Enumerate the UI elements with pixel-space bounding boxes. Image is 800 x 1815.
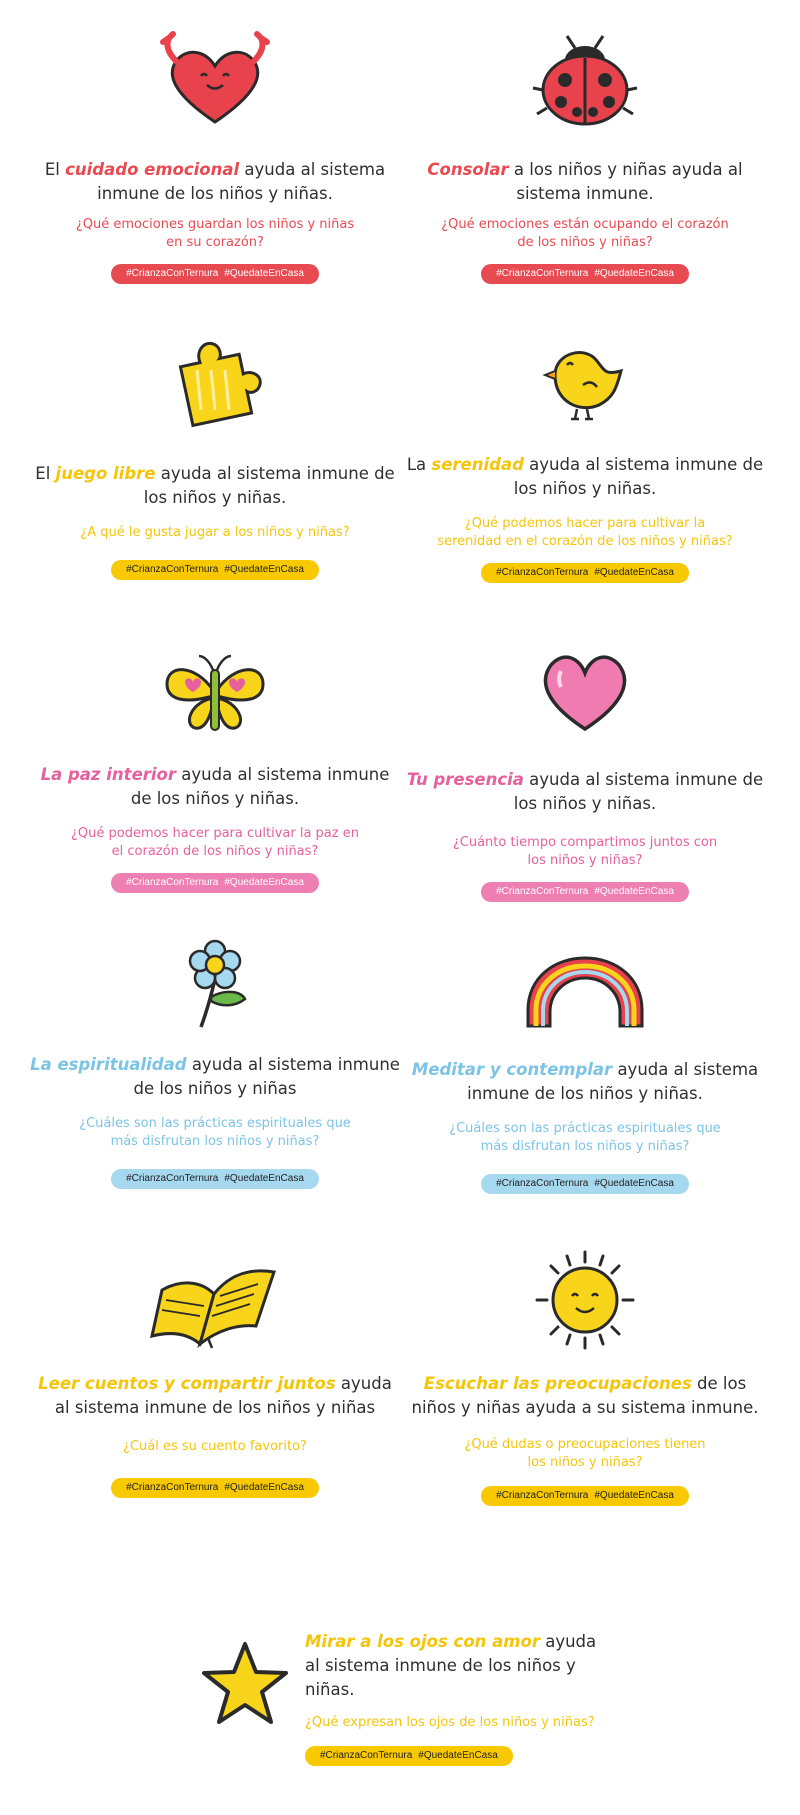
statement: Leer cuentos y compartir juntos ayuda al sistema inmune de los niños y niñas — [38, 1374, 392, 1417]
hashtag-badge: #CrianzaConTernura #QuedateEnCasa — [111, 560, 319, 580]
card-espiritualidad — [30, 935, 400, 1189]
statement: El cuidado emocional ayuda al sistema inmune de los niños y niñas. — [44, 160, 386, 203]
hashtag-badge: #CrianzaConTernura #QuedateEnCasa — [481, 264, 689, 284]
question: ¿Qué expresan los ojos de los niños y niñas? — [305, 1715, 595, 1730]
card-consolar — [400, 30, 770, 284]
rainbow-icon — [520, 950, 650, 1030]
question: ¿A qué le gusta jugar a los niños y niñas? — [80, 525, 350, 540]
hashtag-badge: #CrianzaConTernura #QuedateEnCasa — [481, 1174, 689, 1194]
statement: Meditar y contemplar ayuda al sistema inmune de los niños y niñas. — [411, 1060, 759, 1103]
statement: El juego libre ayuda al sistema inmune de los niños y niñas. — [35, 464, 395, 507]
question: ¿Qué emociones están ocupando el corazón de los niños y niñas? — [441, 217, 729, 250]
flower-icon — [155, 935, 275, 1030]
hashtag-badge: #CrianzaConTernura #QuedateEnCasa — [305, 1746, 513, 1766]
question: ¿Qué podemos hacer para cultivar la serenidad en el corazón de los niños y niñas? — [437, 516, 733, 549]
hashtag-badge: #CrianzaConTernura #QuedateEnCasa — [111, 873, 319, 893]
question: ¿Cuánto tiempo compartimos juntos con los niños y niñas? — [452, 835, 718, 868]
statement: Consolar a los niños y niñas ayuda al sistema inmune. — [427, 160, 743, 203]
puzzle-piece-icon — [155, 330, 275, 440]
hashtag-badge: #CrianzaConTernura #QuedateEnCasa — [481, 1486, 689, 1506]
statement: La espiritualidad ayuda al sistema inmune de los niños y niñas — [30, 1055, 400, 1098]
hashtag-badge: #CrianzaConTernura #QuedateEnCasa — [481, 563, 689, 583]
heart-character-icon — [155, 30, 275, 130]
card-cuidado-emocional — [30, 30, 400, 284]
card-mirar-ojos — [305, 1630, 605, 1766]
card-paz-interior — [30, 650, 400, 893]
card-juego-libre — [30, 330, 400, 580]
star-icon — [200, 1640, 290, 1728]
bird-icon — [525, 335, 645, 425]
question: ¿Qué dudas o preocupaciones tienen los niños y niñas? — [464, 1437, 706, 1470]
card-escuchar — [400, 1250, 770, 1506]
card-tu-presencia — [400, 645, 770, 902]
statement: La paz interior ayuda al sistema inmune de los niños y niñas. — [40, 765, 390, 808]
question: ¿Qué podemos hacer para cultivar la paz en el corazón de los niños y niñas? — [71, 826, 359, 859]
question: ¿Qué emociones guardan los niños y niñas en su corazón? — [75, 217, 355, 250]
statement: Mirar a los ojos con amor ayuda al sistema inmune de los niños y niñas. — [305, 1632, 597, 1699]
question: ¿Cuál es su cuento favorito? — [123, 1439, 307, 1454]
heart-icon — [525, 645, 645, 735]
hashtag-badge: #CrianzaConTernura #QuedateEnCasa — [111, 1169, 319, 1189]
hashtag-badge: #CrianzaConTernura #QuedateEnCasa — [481, 882, 689, 902]
statement: Escuchar las preocupaciones de los niños y niñas ayuda a su sistema inmune. — [411, 1374, 759, 1417]
statement: Tu presencia ayuda al sistema inmune de los niños y niñas. — [406, 770, 764, 813]
question: ¿Cuáles son las prácticas espirituales que más disfrutan los niños y niñas? — [449, 1121, 721, 1154]
question: ¿Cuáles son las prácticas espirituales que más disfrutan los niños y niñas? — [79, 1116, 351, 1149]
butterfly-icon — [155, 650, 275, 735]
sun-icon — [530, 1250, 640, 1350]
card-meditar — [400, 950, 770, 1194]
hashtag-badge: #CrianzaConTernura #QuedateEnCasa — [111, 1478, 319, 1498]
card-leer-cuentos — [30, 1250, 400, 1498]
book-icon — [150, 1250, 280, 1350]
hashtag-badge: #CrianzaConTernura #QuedateEnCasa — [111, 264, 319, 284]
card-serenidad — [400, 335, 770, 583]
statement: La serenidad ayuda al sistema inmune de los niños y niñas. — [406, 455, 764, 498]
ladybug-icon — [525, 30, 645, 130]
